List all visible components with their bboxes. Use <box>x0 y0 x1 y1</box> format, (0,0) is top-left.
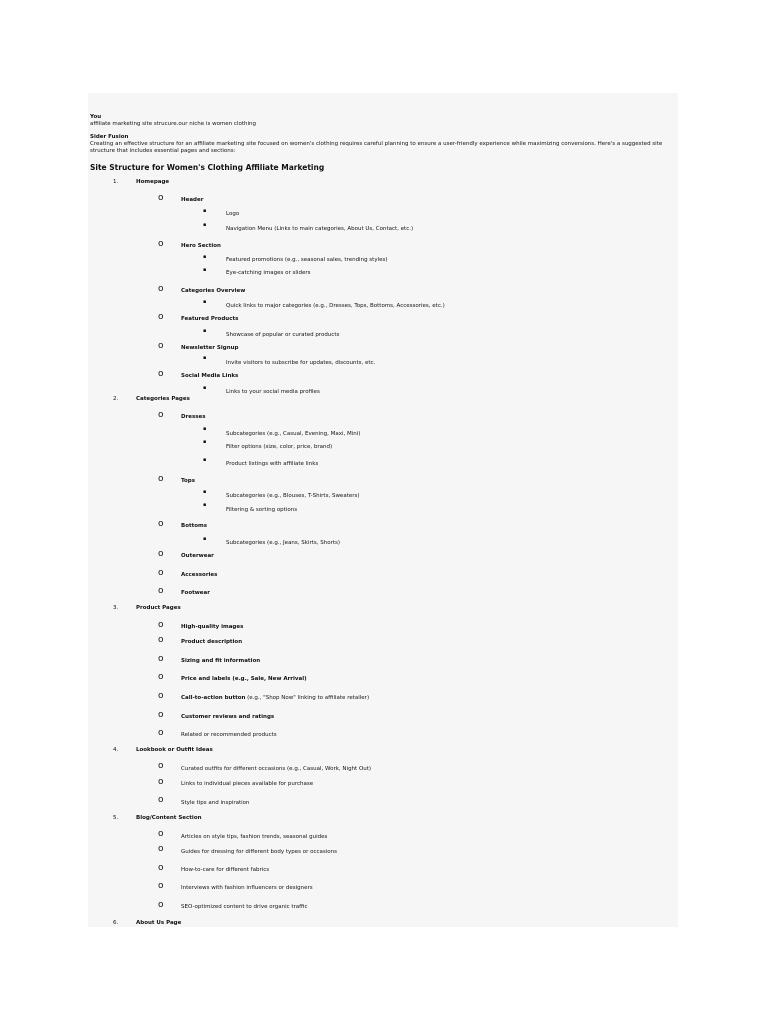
circle-bullet: o <box>158 620 164 630</box>
list-item: Guides for dressing for different body types or occasions <box>181 849 338 855</box>
bot-intro: Creating an effective structure for an affiliate marketing site focused on women's clothing requires careful planning to ensure a user-friendly experience while maximizing conversions. Here's a suggested site structure that includes essential pages and sections: <box>90 141 663 154</box>
circle-bullet: o <box>158 474 164 484</box>
circle-bullet: o <box>158 193 164 203</box>
circle-bullet: o <box>158 369 164 379</box>
item-outerwear: Outerwear <box>181 553 214 559</box>
user-name: You <box>90 114 102 120</box>
circle-bullet: o <box>158 761 164 771</box>
user-message: affiliate marketing site strucure.our niche is women clothing <box>90 121 256 127</box>
circle-bullet: o <box>158 795 164 805</box>
sub-item: Quick links to major categories (e.g., Dresses, Tops, Bottoms, Accessories, etc.) <box>226 303 445 309</box>
list-item: Articles on style tips, fashion trends, seasonal guides <box>181 834 328 840</box>
circle-bullet: o <box>158 341 164 351</box>
square-bullet: ▪ <box>203 439 207 445</box>
list-item: Interviews with fashion influencers or designers <box>181 885 313 891</box>
circle-bullet: o <box>158 691 164 701</box>
document-page <box>88 93 678 927</box>
sub-item: Links to your social media profiles <box>226 389 320 395</box>
section-title-product-pages: Product Pages <box>136 605 181 611</box>
square-bullet: ▪ <box>203 385 207 391</box>
circle-bullet: o <box>158 777 164 787</box>
sub-item: Showcase of popular or curated products <box>226 332 340 338</box>
square-bullet: ▪ <box>203 426 207 432</box>
list-item: Style tips and inspiration <box>181 800 250 806</box>
item-accessories: Accessories <box>181 572 218 578</box>
circle-bullet: o <box>158 568 164 578</box>
sub-item: Subcategories (e.g., Casual, Evening, Maxi, Mini) <box>226 431 361 437</box>
section-title-categories-pages: Categories Pages <box>136 396 190 402</box>
square-bullet: ▪ <box>203 457 207 463</box>
circle-bullet: o <box>158 710 164 720</box>
circle-bullet: o <box>158 863 164 873</box>
item-footwear: Footwear <box>181 590 210 596</box>
item-sizing-fit: Sizing and fit information <box>181 658 261 664</box>
section-number: 3. <box>113 605 119 611</box>
sub-item: Product listings with affiliate links <box>226 461 319 467</box>
section-title-homepage: Homepage <box>136 179 170 185</box>
circle-bullet: o <box>158 728 164 738</box>
sub-item: Filtering & sorting options <box>226 507 298 513</box>
circle-bullet: o <box>158 239 164 249</box>
section-number: 1. <box>113 179 119 185</box>
section-number: 2. <box>113 396 119 402</box>
circle-bullet: o <box>158 635 164 645</box>
item-hero-section: Hero Section <box>181 243 221 249</box>
sub-item: Subcategories (e.g., Jeans, Skirts, Shorts) <box>226 540 341 546</box>
item-categories-overview: Categories Overview <box>181 288 246 294</box>
sub-item: Featured promotions (e.g., seasonal sales, trending styles) <box>226 257 388 263</box>
section-number: 5. <box>113 815 119 821</box>
section-number: 6. <box>113 920 119 926</box>
square-bullet: ▪ <box>203 328 207 334</box>
circle-bullet: o <box>158 654 164 664</box>
page-title: Site Structure for Women's Clothing Affiliate Marketing <box>90 163 325 172</box>
circle-bullet: o <box>158 410 164 420</box>
square-bullet: ▪ <box>203 489 207 495</box>
square-bullet: ▪ <box>203 299 207 305</box>
cta-label: Call-to-action button <box>181 695 246 701</box>
bot-name: Sider Fusion <box>90 134 129 140</box>
sub-item: Invite visitors to subscribe for updates, discounts, etc. <box>226 360 376 366</box>
circle-bullet: o <box>158 549 164 559</box>
item-related-products: Related or recommended products <box>181 732 277 738</box>
circle-bullet: o <box>158 519 164 529</box>
cta-extra: (e.g., "Shop Now" linking to affiliate retailer) <box>245 695 370 701</box>
item-price-labels: Price and labels (e.g., Sale, New Arrival) <box>181 676 307 682</box>
item-tops: Tops <box>181 478 196 484</box>
sub-item: Eye-catching images or sliders <box>226 270 311 276</box>
list-item: Curated outfits for different occasions (e.g., Casual, Work, Night Out) <box>181 766 372 772</box>
list-item: Links to individual pieces available for purchase <box>181 781 314 787</box>
circle-bullet: o <box>158 284 164 294</box>
section-title-lookbook: Lookbook or Outfit Ideas <box>136 747 213 753</box>
square-bullet: ▪ <box>203 355 207 361</box>
circle-bullet: o <box>158 672 164 682</box>
item-social-media-links: Social Media Links <box>181 373 239 379</box>
circle-bullet: o <box>158 900 164 910</box>
circle-bullet: o <box>158 844 164 854</box>
item-dresses: Dresses <box>181 414 206 420</box>
sub-item: Navigation Menu (Links to main categories, About Us, Contact, etc.) <box>226 226 414 232</box>
list-item: How-to-care for different fabrics <box>181 867 270 873</box>
square-bullet: ▪ <box>203 267 207 273</box>
square-bullet: ▪ <box>203 208 207 214</box>
item-featured-products: Featured Products <box>181 316 239 322</box>
square-bullet: ▪ <box>203 536 207 542</box>
circle-bullet: o <box>158 881 164 891</box>
item-header: Header <box>181 197 204 203</box>
circle-bullet: o <box>158 312 164 322</box>
item-call-to-action <box>181 696 369 702</box>
item-bottoms: Bottoms <box>181 523 208 529</box>
section-number: 4. <box>113 747 119 753</box>
sub-item: Logo <box>226 211 240 217</box>
sub-item: Subcategories (e.g., Blouses, T-Shirts, Sweaters) <box>226 493 360 499</box>
section-title-about-us: About Us Page <box>136 920 182 926</box>
square-bullet: ▪ <box>203 222 207 228</box>
list-item: SEO-optimized content to drive organic traffic <box>181 904 308 910</box>
circle-bullet: o <box>158 586 164 596</box>
square-bullet: ▪ <box>203 254 207 260</box>
circle-bullet: o <box>158 829 164 839</box>
item-high-quality-images: High-quality images <box>181 624 244 630</box>
section-title-blog: Blog/Content Section <box>136 815 202 821</box>
item-product-description: Product description <box>181 639 243 645</box>
item-customer-reviews: Customer reviews and ratings <box>181 714 275 720</box>
square-bullet: ▪ <box>203 502 207 508</box>
sub-item: Filter options (size, color, price, brand) <box>226 444 333 450</box>
item-newsletter-signup: Newsletter Signup <box>181 345 239 351</box>
